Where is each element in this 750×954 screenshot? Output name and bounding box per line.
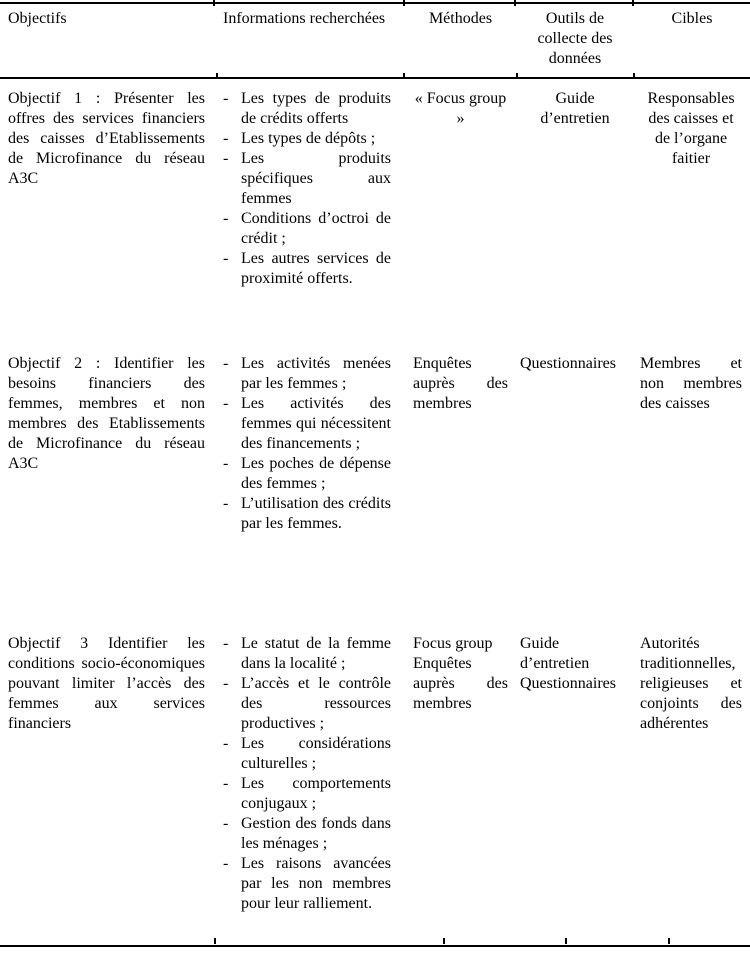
outils-cell [516,89,634,344]
methodes-cell [405,354,516,624]
info-bullet-item [223,149,391,209]
objectifs-cell: Objectif 1 : Présenter les offres des services financiers des caisses d’Etablissements de Microfinance du réseau A3C [8,90,205,187]
dash-bullet: - [223,250,229,267]
header-methodes: Méthodes [428,10,493,27]
cibles-text: Membres et non membres des caisses [640,355,742,412]
dash-bullet: - [223,815,229,832]
bullet-text: Les comportements conjugaux ; [241,775,391,812]
column-tick [668,938,670,944]
cibles-text: Autorités traditionnelles, religieuses et conjoints des adhérentes [640,635,742,732]
informations-cell [215,354,405,624]
column-tick [216,73,218,79]
info-bullet-item [223,354,391,394]
column-tick [403,73,405,79]
informations-cell [215,634,405,945]
info-bullet-item [223,209,391,249]
info-bullet-item [223,494,391,534]
bullet-text: Les types de dépôts ; [241,130,376,147]
column-tick [514,0,516,6]
header-outils: Outils de collecte des données [537,10,613,67]
column-tick [403,0,405,6]
table-row [0,624,750,945]
dash-bullet: - [223,355,229,372]
bullet-text: Les considérations culturelles ; [241,735,391,772]
outils-cell [516,634,634,945]
column-tick [633,73,635,79]
info-bullet-item [223,454,391,494]
column-tick [443,938,445,944]
column-tick [213,0,215,6]
objectifs-cell: Objectif 3 Identifier les conditions socio-économiques pouvant limiter l’accès des femmes aux services financiers [8,635,205,732]
bullet-text: Les types de produits de crédits offerts [241,90,391,127]
info-bullet-item [223,854,391,914]
dash-bullet: - [223,675,229,692]
info-bullet-item [223,734,391,774]
methode-entry: « Focus group » [414,90,507,127]
cibles-cell [634,89,750,344]
dash-bullet: - [223,455,229,472]
cibles-cell [634,634,750,945]
dash-bullet: - [223,210,229,227]
info-bullet-item [223,394,391,454]
methode-entry: Focus group [413,635,493,652]
outil-entry: Guide d’entretien [540,90,610,127]
dash-bullet: - [223,130,229,147]
info-bullet-item [223,634,391,674]
bullet-text: Les activités des femmes qui nécessitent des financements ; [241,395,391,452]
column-tick [214,938,216,944]
header-informations: Informations recherchées [223,10,386,27]
dash-bullet: - [223,495,229,512]
dash-bullet: - [223,90,229,107]
informations-cell [215,89,405,344]
bullet-text: Les autres services de proximité offerts. [241,250,391,287]
objectifs-cell: Objectif 2 : Identifier les besoins financiers des femmes, membres et non membres des Etablissements de Microfinance du réseau A3C [8,355,205,472]
methodes-cell [405,89,516,344]
column-tick [632,0,634,6]
cibles-text: Responsables des caisses et de l’organe faitier [647,90,735,167]
info-bullet-item [223,814,391,854]
dash-bullet: - [223,395,229,412]
info-bullet-item [223,129,391,149]
cibles-cell [634,354,750,624]
outil-entry: Questionnaires [520,675,616,692]
header-cibles: Cibles [671,10,713,27]
table-row [0,79,750,344]
column-tick [565,938,567,944]
bullet-text: L’accès et le contrôle des ressources productives ; [241,675,391,732]
bullet-text: Gestion des fonds dans les ménages ; [241,815,391,852]
bullet-text: Les activités menées par les femmes ; [241,355,391,392]
info-bullet-item [223,674,391,734]
dash-bullet: - [223,855,229,872]
methode-entry: Enquêtes auprès des membres [413,355,508,412]
dash-bullet: - [223,635,229,652]
table-header-row [0,4,750,79]
outil-entry: Guide d’entretien [520,635,590,672]
bullet-text: L’utilisation des crédits par les femmes. [241,495,391,532]
methodes-cell [405,634,516,945]
info-bullet-item [223,89,391,129]
bullet-text: Les produits spécifiques aux femmes [241,150,391,207]
outil-entry: Questionnaires [520,355,616,372]
bullet-text: Conditions d’octroi de crédit ; [241,210,391,247]
dash-bullet: - [223,735,229,752]
bullet-text: Le statut de la femme dans la localité ; [241,635,391,672]
outils-cell [516,354,634,624]
bullet-text: Les raisons avancées par les non membres pour leur ralliement. [241,855,391,912]
column-tick [516,73,518,79]
table-row [0,344,750,624]
bullet-text: Les poches de dépense des femmes ; [241,455,391,492]
dash-bullet: - [223,150,229,167]
methode-entry: Enquêtes auprès des membres [413,655,508,712]
header-objectifs: Objectifs [8,10,67,27]
dash-bullet: - [223,775,229,792]
info-bullet-item [223,774,391,814]
methodology-table [0,2,750,947]
info-bullet-item [223,249,391,289]
